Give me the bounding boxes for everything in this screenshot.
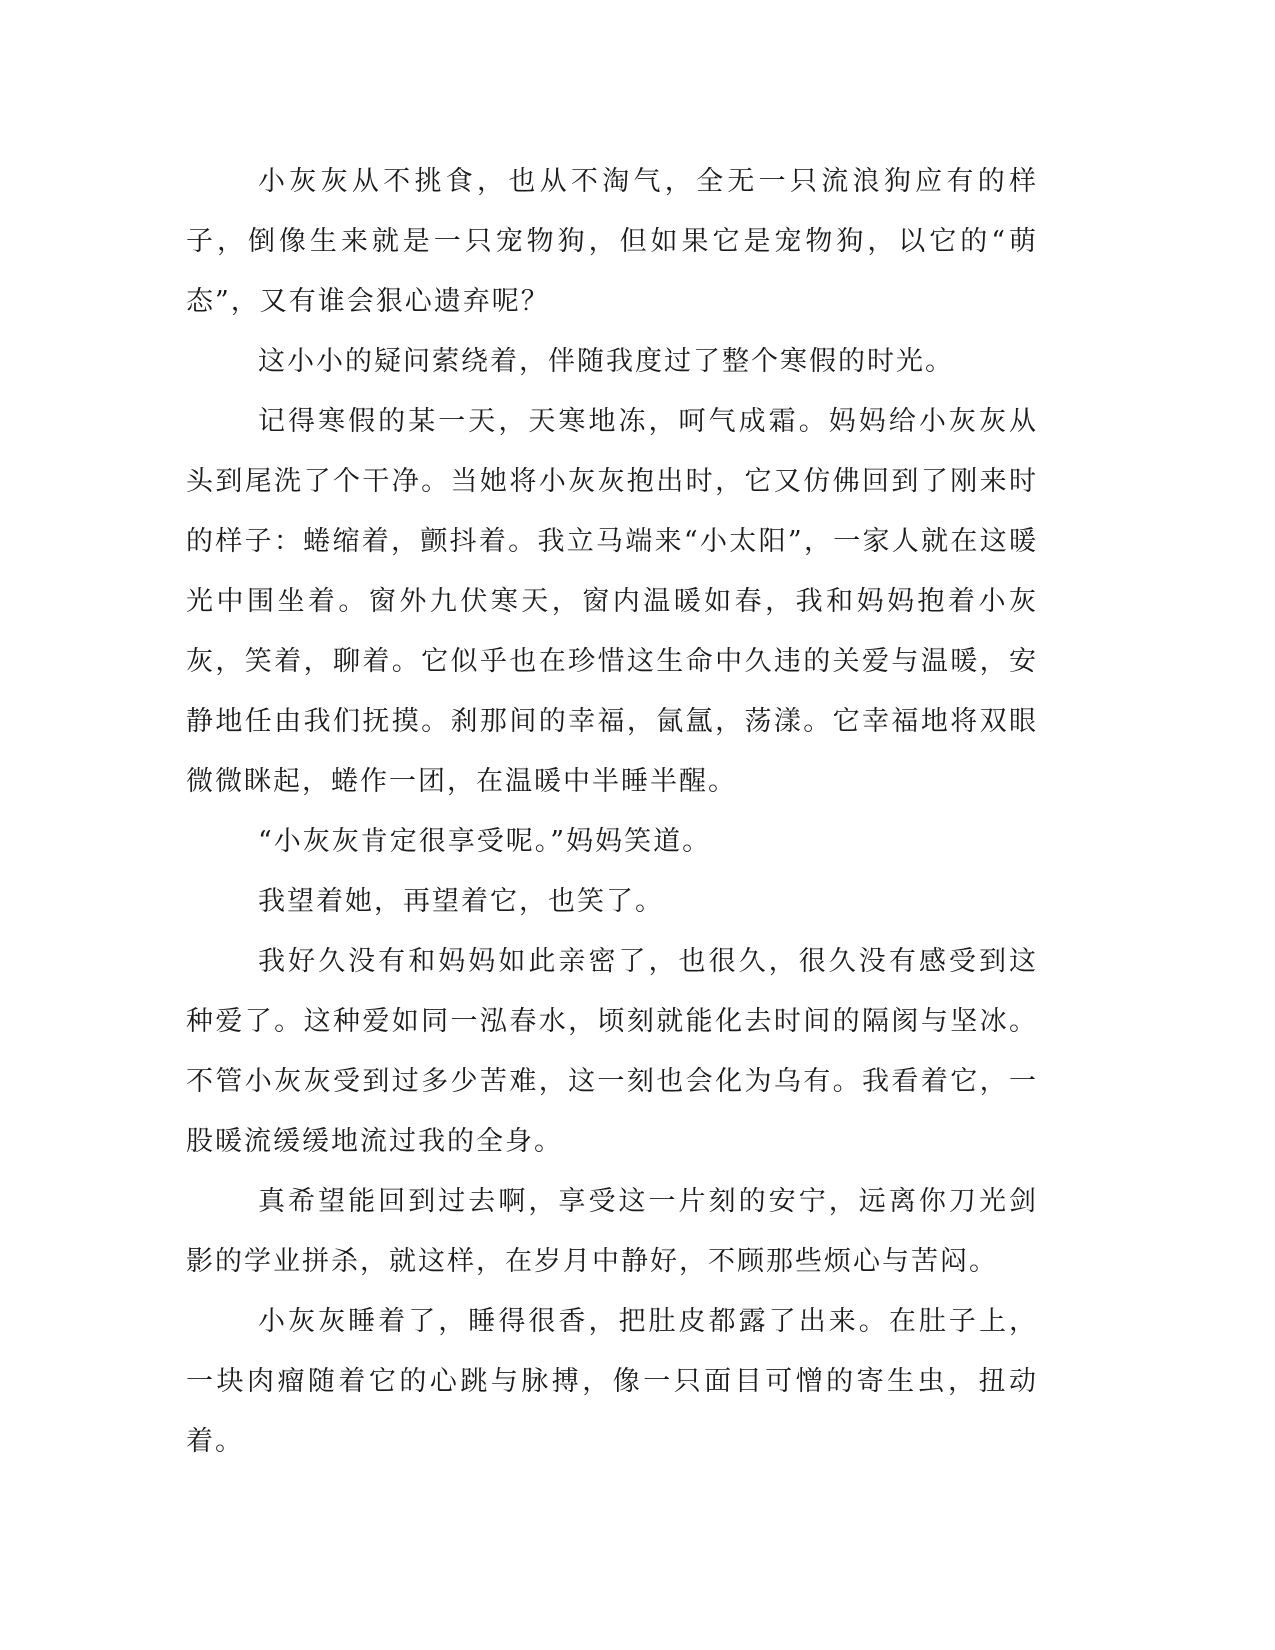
- paragraph-7: 真希望能回到过去啊，享受这一片刻的安宁，远离你刀光剑影的学业拼杀，就这样，在岁月中静好，不顾那些烦心与苦闷。: [186, 1186, 1038, 1277]
- paragraph-5: 我望着她，再望着它，也笑了。: [258, 886, 664, 917]
- paragraph-1: 小灰灰从不挑食，也从不淘气，全无一只流浪狗应有的样子，倒像生来就是一只宠物狗，但如果它是宠物狗，以它的“萌态”，又有谁会狠心遗弃呢？: [186, 166, 1038, 317]
- paragraph-8: 小灰灰睡着了，睡得很香，把肚皮都露了出来。在肚子上，一块肉瘤随着它的心跳与脉搏，像一只面目可憎的寄生虫，扭动着。: [186, 1306, 1038, 1457]
- paragraph-2: 这小小的疑问萦绕着，伴随我度过了整个寒假的时光。: [258, 346, 954, 377]
- paragraph-4: “小灰灰肯定很享受呢。”妈妈笑道。: [258, 826, 712, 857]
- paragraph-3: 记得寒假的某一天，天寒地冻，呵气成霜。妈妈给小灰灰从头到尾洗了个干净。当她将小灰灰抱出时，它又仿佛回到了刚来时的样子：蜷缩着，颤抖着。我立马端来“小太阳”，一家人就在这暖光中围坐着。窗外九伏寒天，窗内温暖如春，我和妈妈抱着小灰灰，笑着，聊着。它似乎也在珍惜这生命中久违的关爱与温暖，安静地任由我们抚摸。刹那间的幸福，氤氲，荡漾。它幸福地将双眼微微眯起，蜷作一团，在温暖中半睡半醒。: [186, 406, 1038, 797]
- paragraph-6: 我好久没有和妈妈如此亲密了，也很久，很久没有感受到这种爱了。这种爱如同一泓春水，顷刻就能化去时间的隔阂与坚冰。不管小灰灰受到过多少苦难，这一刻也会化为乌有。我看着它，一股暖流缓缓地流过我的全身。: [186, 946, 1038, 1157]
- document-body: [186, 152, 1038, 1472]
